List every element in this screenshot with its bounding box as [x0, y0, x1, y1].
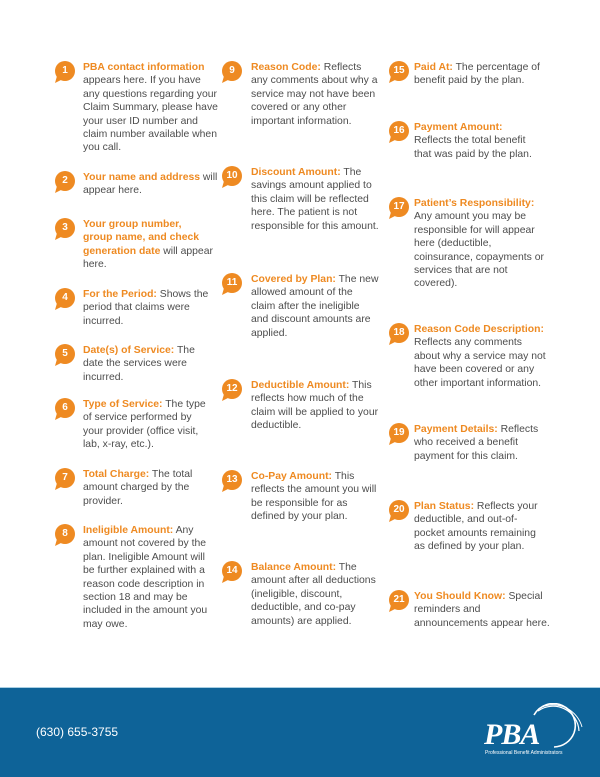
item-title: Reason Code: [251, 62, 321, 73]
item-text [83, 171, 218, 198]
item-title: Date(s) of Service: [83, 345, 175, 356]
number-badge: 20 [389, 500, 409, 520]
item-body: The amount after all deductions (ineligible, discount, deductible, and co-pay amounts) are applied. [251, 562, 376, 627]
item-body: Reflects who received a benefit payment for this claim. [414, 424, 539, 462]
footer [0, 687, 600, 777]
item-text [251, 561, 379, 628]
item-body: will appear here. [83, 245, 213, 271]
logo-tagline: Professional Benefit Administrators [485, 750, 563, 756]
number-badge: 6 [55, 398, 75, 418]
item-text [414, 121, 534, 161]
item-body: Reflects any comments about why a service may not have been covered or any other important information. [414, 337, 546, 389]
item-body: This reflects the amount you will be responsible for as defined by your plan. [251, 471, 377, 523]
item-title: You Should Know: [414, 591, 506, 602]
item-text [414, 590, 554, 630]
item-body: appears here. If you have any questions regarding your Claim Summary, please have your user ID number and claim number available when you call. [83, 75, 218, 154]
number-badge: 8 [55, 524, 75, 544]
item-body: Reflects the total benefit that was paid by the plan. [414, 135, 532, 160]
item-text [83, 398, 213, 452]
phone-number: (630) 655-3755 [36, 725, 119, 739]
number-badge: 13 [222, 470, 242, 490]
number-badge: 3 [55, 218, 75, 238]
number-badge: 15 [389, 61, 409, 81]
item-body: The date the services were incurred. [83, 345, 195, 383]
item-body: Any amount not covered by the plan. Ineligible Amount will be further explained with a reason code description in section 18 and may be included in the amount you may owe. [83, 525, 208, 630]
item-body: Reflects your deductible, and out-of-pocket amounts remaining as defined by your plan. [414, 501, 538, 553]
item-text [414, 197, 544, 291]
item-text [414, 500, 539, 554]
number-badge: 10 [222, 166, 242, 186]
number-badge: 21 [389, 590, 409, 610]
item-title: Discount Amount: [251, 167, 341, 178]
item-title: Your name and address [83, 172, 201, 183]
item-body: Special reminders and announcements appear here. [414, 591, 550, 629]
number-badge: 4 [55, 288, 75, 308]
item-title: Payment Details: [414, 424, 498, 435]
item-title: Your group number, group name, and check generation date [83, 219, 200, 257]
number-badge: 9 [222, 61, 242, 81]
item-title: Total Charge: [83, 469, 150, 480]
item-title: Reason Code Description: [414, 324, 544, 335]
number-badge: 12 [222, 379, 242, 399]
number-badge: 1 [55, 61, 75, 81]
item-text [251, 61, 379, 128]
item-title: Type of Service: [83, 399, 163, 410]
number-badge: 11 [222, 273, 242, 293]
item-text [83, 524, 213, 631]
item-title: Co-Pay Amount: [251, 471, 333, 482]
logo-wordmark: PBA [484, 718, 540, 751]
item-title: Ineligible Amount: [83, 525, 174, 536]
item-body: The percentage of benefit paid by the plan. [414, 62, 540, 87]
item-body: This reflects how much of the claim will be applied to your deductible. [251, 380, 379, 432]
item-text [251, 470, 379, 524]
number-badge: 14 [222, 561, 242, 581]
item-body: Shows the period that claims were incurred. [83, 289, 209, 327]
item-text [83, 344, 201, 384]
item-body: will appear here. [83, 172, 218, 197]
item-text [83, 218, 213, 272]
item-title: Paid At: [414, 62, 453, 73]
item-title: PBA contact information [83, 62, 205, 73]
number-badge: 2 [55, 171, 75, 191]
item-body: The savings amount applied to this claim will be reflected here. The patient is not responsible for this amount. [251, 167, 379, 232]
number-badge: 18 [389, 323, 409, 343]
pba-logo [480, 698, 590, 768]
number-badge: 7 [55, 468, 75, 488]
item-title: Payment Amount: [414, 122, 503, 133]
item-text [83, 61, 218, 155]
item-text [414, 423, 544, 463]
item-body: The type of service performed by your provider (office visit, lab, x-ray, etc.). [83, 399, 206, 451]
number-badge: 19 [389, 423, 409, 443]
item-title: For the Period: [83, 289, 157, 300]
number-badge: 17 [389, 197, 409, 217]
item-text [251, 273, 379, 340]
number-badge: 5 [55, 344, 75, 364]
item-text [83, 288, 218, 328]
item-text [251, 379, 379, 433]
number-badge: 16 [389, 121, 409, 141]
item-title: Covered by Plan: [251, 274, 336, 285]
item-text [251, 166, 379, 233]
item-title: Plan Status: [414, 501, 475, 512]
item-body: Any amount you may be responsible for will appear here (deductible, coinsurance, copayments or services that are not covered). [414, 211, 544, 290]
item-body: Reflects any comments about why a service may not have been covered or any other important information. [251, 62, 378, 127]
item-text [414, 61, 549, 88]
item-body: The total amount charged by the provider. [83, 469, 193, 507]
item-text [414, 323, 549, 390]
item-text [83, 468, 203, 508]
item-title: Patient’s Responsibility: [414, 198, 535, 209]
item-title: Balance Amount: [251, 562, 337, 573]
item-title: Deductible Amount: [251, 380, 350, 391]
item-body: The new allowed amount of the claim after the ineligible and discount amounts are applied. [251, 274, 379, 339]
